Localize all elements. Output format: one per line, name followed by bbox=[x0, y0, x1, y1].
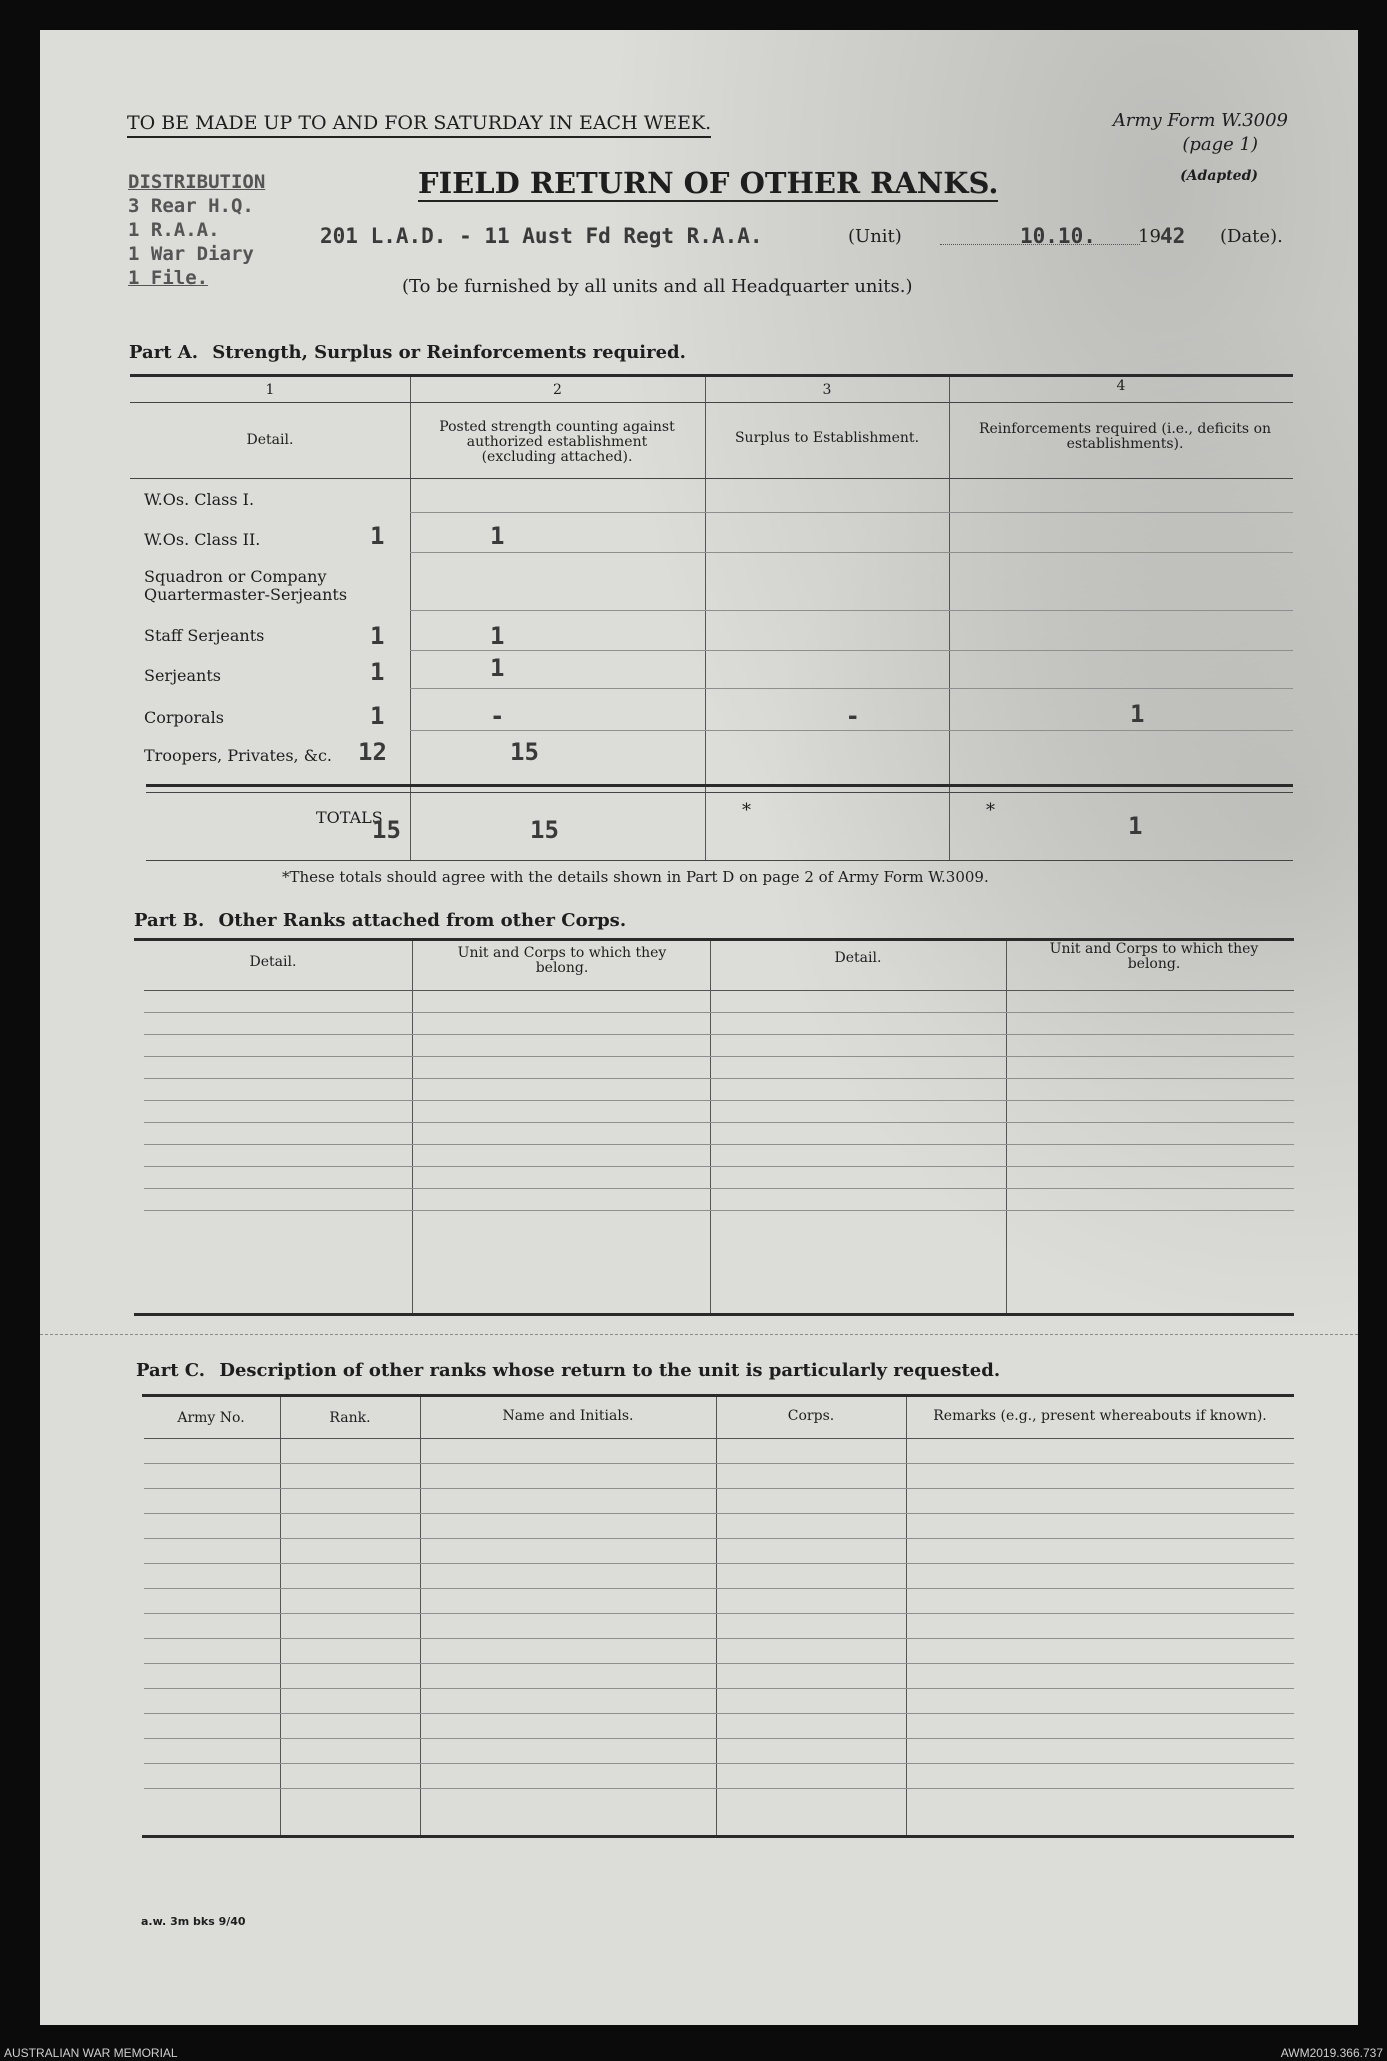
footer-accession: AWM2019.366.737 bbox=[1280, 2046, 1383, 2060]
col-number-1: 1 bbox=[265, 382, 275, 398]
distribution-heading: DISTRIBUTION bbox=[128, 171, 266, 193]
page-title: FIELD RETURN OF OTHER RANKS. bbox=[418, 166, 999, 200]
col-header-reinf: Reinforcements required (i.e., deficits on establishments). bbox=[978, 421, 1272, 452]
row-reinf-cpl: 1 bbox=[1130, 700, 1145, 728]
col-number-2: 2 bbox=[553, 382, 562, 398]
col-number-4: 4 bbox=[1116, 378, 1126, 394]
row-label-cpl: Corporals bbox=[144, 708, 224, 727]
part-a-title: Strength, Surplus or Reinforcements required. bbox=[212, 342, 686, 363]
perforation-line bbox=[40, 1334, 1358, 1335]
part-a-heading bbox=[129, 342, 686, 363]
part-c-title: Description of other ranks whose return to the unit is particularly requested. bbox=[219, 1360, 1001, 1381]
instruction-text: TO BE MADE UP TO AND FOR SATURDAY IN EACH WEEK. bbox=[127, 112, 711, 138]
row-est-sjt: 1 bbox=[370, 658, 385, 686]
adapted-label: (Adapted) bbox=[1180, 168, 1258, 184]
distribution-line: 1 File. bbox=[128, 267, 209, 289]
part-a-prefix: Part A. bbox=[129, 342, 199, 363]
unit-label: (Unit) bbox=[848, 226, 902, 247]
row-surplus-cpl: - bbox=[845, 702, 860, 730]
row-posted-pte: 15 bbox=[510, 738, 539, 766]
totals-surplus-mark: * bbox=[742, 800, 751, 821]
subtitle: (To be furnished by all units and all Headquarter units.) bbox=[402, 276, 913, 297]
row-label-cqms: Squadron or Company Quartermaster-Serjeants bbox=[144, 567, 348, 604]
row-label-wo2: W.Os. Class II. bbox=[144, 530, 261, 549]
form-id: Army Form W.3009 bbox=[1112, 110, 1288, 131]
totals-label: TOTALS bbox=[316, 808, 383, 827]
row-label-sjt: Serjeants bbox=[144, 666, 221, 685]
part-c-col-remarks: Remarks (e.g., present whereabouts if known). bbox=[933, 1408, 1267, 1424]
totals-posted: 15 bbox=[530, 816, 559, 844]
part-b-col-unit-1: Unit and Corps to which they belong. bbox=[457, 945, 667, 976]
totals-reinf-mark: * bbox=[986, 800, 995, 821]
row-posted-cpl: - bbox=[490, 702, 505, 730]
part-b-col-unit-2: Unit and Corps to which they belong. bbox=[1049, 941, 1259, 972]
row-posted-staff-sjt: 1 bbox=[490, 622, 505, 650]
part-b-prefix: Part B. bbox=[134, 910, 205, 931]
year-suffix: 42 bbox=[1160, 224, 1186, 248]
row-label-wo1: W.Os. Class I. bbox=[144, 490, 255, 509]
col-header-surplus: Surplus to Establishment. bbox=[734, 430, 920, 446]
row-label-staff-sjt: Staff Serjeants bbox=[144, 626, 265, 645]
distribution-line: 3 Rear H.Q. bbox=[128, 195, 254, 217]
date-label: (Date). bbox=[1220, 226, 1283, 247]
row-est-staff-sjt: 1 bbox=[370, 622, 385, 650]
part-b-col-detail-2: Detail. bbox=[834, 950, 882, 966]
part-b-heading bbox=[134, 910, 626, 931]
print-code: a.w. 3m bks 9/40 bbox=[141, 1915, 246, 1928]
row-est-wo2: 1 bbox=[370, 522, 385, 550]
row-label-pte: Troopers, Privates, &c. bbox=[144, 746, 333, 765]
distribution-list bbox=[128, 170, 265, 290]
row-est-pte: 12 bbox=[358, 738, 387, 766]
distribution-line: 1 War Diary bbox=[128, 243, 254, 265]
totals-note: *These totals should agree with the details shown in Part D on page 2 of Army Form W.3009. bbox=[282, 868, 989, 886]
row-posted-wo2: 1 bbox=[490, 522, 505, 550]
col-header-posted: Posted strength counting against authorized establishment (excluding attached). bbox=[439, 419, 675, 465]
part-c-col-army-no: Army No. bbox=[177, 1410, 245, 1426]
part-c-prefix: Part C. bbox=[136, 1360, 206, 1381]
distribution-line: 1 R.A.A. bbox=[128, 219, 220, 241]
part-c-col-name: Name and Initials. bbox=[502, 1408, 634, 1424]
part-c-col-rank: Rank. bbox=[329, 1410, 371, 1426]
row-posted-sjt: 1 bbox=[490, 654, 505, 682]
year-prefix: 19 bbox=[1138, 226, 1161, 247]
col-number-3: 3 bbox=[822, 382, 832, 398]
part-b-title: Other Ranks attached from other Corps. bbox=[218, 910, 627, 931]
row-est-cpl: 1 bbox=[370, 702, 385, 730]
part-c-col-corps: Corps. bbox=[787, 1408, 835, 1424]
page-number: (page 1) bbox=[1182, 134, 1258, 155]
form-sheet bbox=[40, 30, 1358, 2025]
totals-est: 15 bbox=[372, 816, 401, 844]
footer-source: AUSTRALIAN WAR MEMORIAL bbox=[4, 2046, 178, 2060]
totals-reinf: 1 bbox=[1128, 812, 1143, 840]
date-value: 10.10. bbox=[1020, 224, 1096, 248]
part-b-col-detail-1: Detail. bbox=[249, 954, 297, 970]
col-header-detail: Detail. bbox=[246, 432, 294, 448]
part-c-heading bbox=[136, 1360, 1000, 1381]
unit-value: 201 L.A.D. - 11 Aust Fd Regt R.A.A. bbox=[320, 224, 763, 248]
